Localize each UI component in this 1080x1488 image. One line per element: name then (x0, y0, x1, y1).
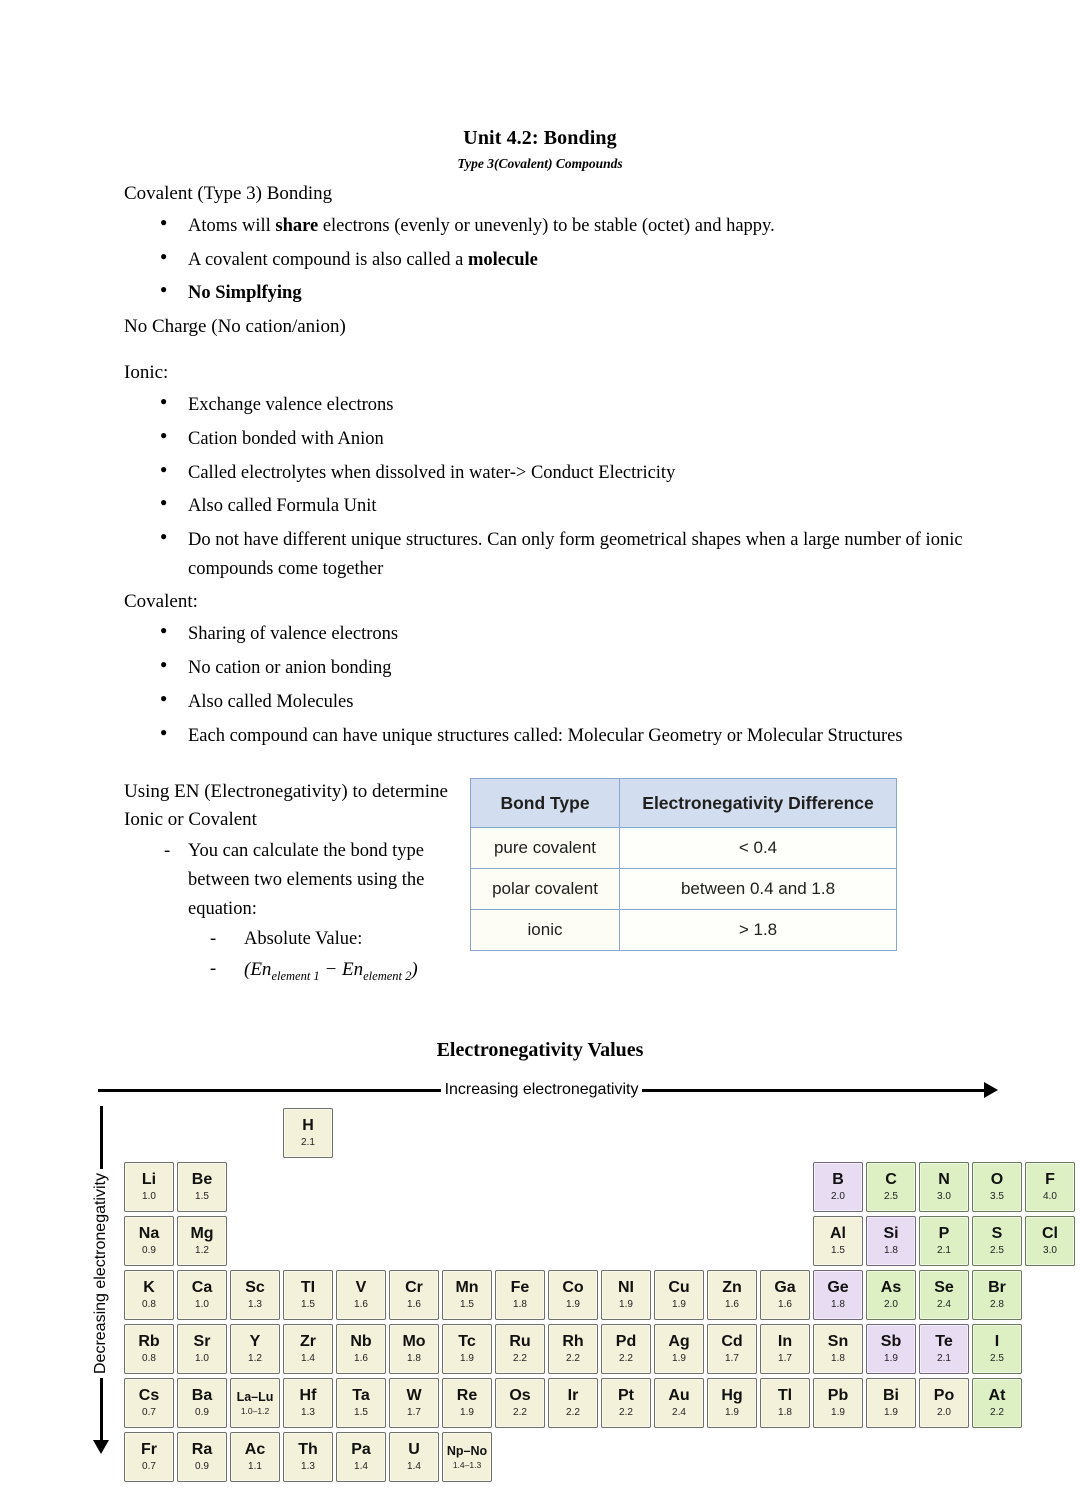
element-symbol: Os (509, 1387, 531, 1405)
bullet-text-post: electrons (evenly or unevenly) to be stable (octet) and happy. (318, 216, 775, 237)
element-symbol: Ba (191, 1387, 213, 1405)
element-electronegativity-value: 2.0 (831, 1191, 845, 1203)
element-electronegativity-value: 2.5 (990, 1245, 1004, 1257)
element-symbol: Ra (191, 1441, 213, 1459)
element-cell-hf (283, 1378, 333, 1428)
list-item: ● Cation bonded with Anion (124, 425, 1040, 454)
element-electronegativity-value: 1.7 (778, 1353, 792, 1365)
element-cell-in (760, 1324, 810, 1374)
element-cell-p (919, 1216, 969, 1266)
element-cell-li (124, 1162, 174, 1212)
bond-table-container (470, 778, 897, 951)
element-cell-sb (866, 1324, 916, 1374)
element-symbol: N (938, 1171, 950, 1189)
element-electronegativity-value: 2.1 (937, 1245, 951, 1257)
element-cell-ir (548, 1378, 598, 1428)
element-cell-fe (495, 1270, 545, 1320)
element-electronegativity-value: 2.2 (513, 1353, 527, 1365)
formula-term-2: En (342, 958, 364, 980)
element-cell-re (442, 1378, 492, 1428)
element-electronegativity-value: 1.9 (619, 1299, 633, 1311)
element-cell-as (866, 1270, 916, 1320)
element-symbol: K (143, 1279, 155, 1297)
cell-bond-type: polar covalent (471, 869, 620, 910)
element-cell-ta (336, 1378, 386, 1428)
element-symbol: Bi (883, 1387, 899, 1405)
element-symbol: Au (668, 1387, 690, 1405)
en-method-item-text: You can calculate the bond type between two elements using the equation: (188, 841, 425, 919)
element-cell-al (813, 1216, 863, 1266)
element-electronegativity-value: 2.2 (566, 1407, 580, 1419)
element-cell-ra (177, 1432, 227, 1482)
element-cell-pt (601, 1378, 651, 1428)
element-symbol: Na (138, 1225, 160, 1243)
element-electronegativity-value: 1.8 (831, 1299, 845, 1311)
list-item: ● No cation or anion bonding (124, 654, 1040, 683)
element-symbol: Hf (299, 1387, 317, 1405)
element-cell-bi (866, 1378, 916, 1428)
ionic-heading: Ionic: (124, 362, 169, 384)
element-electronegativity-value: 1.0 (142, 1191, 156, 1203)
element-symbol: Li (141, 1171, 157, 1189)
en-method-text (0, 778, 470, 985)
element-electronegativity-value: 2.2 (619, 1407, 633, 1419)
page-subtitle: Type 3(Covalent) Compounds (457, 156, 623, 171)
element-cell-rb (124, 1324, 174, 1374)
element-electronegativity-value: 3.0 (937, 1191, 951, 1203)
element-symbol: Be (191, 1171, 213, 1189)
list-item: ● Do not have different unique structures. Can only form geometrical shapes when a large number of ionic compounds come together (124, 526, 1040, 583)
element-symbol: Sr (193, 1333, 211, 1351)
element-symbol: Po (933, 1387, 955, 1405)
element-electronegativity-value: 1.0 (195, 1353, 209, 1365)
element-cell-sr (177, 1324, 227, 1374)
decreasing-electronegativity-arrow (88, 1106, 114, 1454)
element-symbol: Cd (721, 1333, 743, 1351)
element-symbol: Sn (827, 1333, 849, 1351)
element-cell-h (283, 1108, 333, 1158)
element-cell-np-no (442, 1432, 492, 1482)
element-electronegativity-value: 1.4 (354, 1461, 368, 1473)
table-row (471, 910, 897, 951)
element-cell-o (972, 1162, 1022, 1212)
element-cell-pb (813, 1378, 863, 1428)
element-symbol: Th (298, 1441, 318, 1459)
list-item: ● Called electrolytes when dissolved in water-> Conduct Electricity (124, 459, 1040, 488)
element-symbol: Zn (722, 1279, 742, 1297)
bullet-text-bold: share (275, 216, 319, 237)
en-difference-formula (244, 958, 418, 983)
formula-subscript-2: element 2 (363, 968, 412, 983)
element-symbol: Tl (777, 1387, 793, 1405)
element-electronegativity-value: 2.0 (937, 1407, 951, 1419)
element-cell-ru (495, 1324, 545, 1374)
list-item: - Absolute Value: (188, 925, 470, 955)
element-cell-na (124, 1216, 174, 1266)
element-electronegativity-value: 1.2 (248, 1353, 262, 1365)
element-cell-i (972, 1324, 1022, 1374)
element-cell-ga (760, 1270, 810, 1320)
formula-close-paren: ) (411, 958, 418, 980)
element-cell-s (972, 1216, 1022, 1266)
element-electronegativity-value: 2.4 (937, 1299, 951, 1311)
element-electronegativity-value: 1.5 (831, 1245, 845, 1257)
element-cell-si (866, 1216, 916, 1266)
element-electronegativity-value: 0.9 (142, 1245, 156, 1257)
element-symbol: Ge (827, 1279, 849, 1297)
element-electronegativity-value: 1.3 (301, 1461, 315, 1473)
element-symbol: Rb (138, 1333, 160, 1351)
no-charge-note: No Charge (No cation/anion) (124, 316, 346, 338)
element-electronegativity-value: 0.7 (142, 1461, 156, 1473)
element-electronegativity-value: 1.9 (884, 1353, 898, 1365)
element-symbol: O (990, 1171, 1004, 1189)
element-cell-v (336, 1270, 386, 1320)
element-symbol: Pa (351, 1441, 371, 1459)
element-cell-tc (442, 1324, 492, 1374)
element-symbol: Hg (721, 1387, 743, 1405)
element-symbol: Rh (562, 1333, 584, 1351)
element-cell-k (124, 1270, 174, 1320)
en-method-list (124, 837, 470, 985)
element-cell-ca (177, 1270, 227, 1320)
element-symbol: Tc (458, 1333, 476, 1351)
chart-title: Electronegativity Values (436, 1039, 644, 1062)
list-item (124, 837, 470, 985)
element-electronegativity-value: 1.6 (778, 1299, 792, 1311)
formula-subscript-1: element 1 (271, 968, 320, 983)
element-symbol: NI (618, 1279, 634, 1297)
element-symbol: I (994, 1333, 1000, 1351)
element-symbol: Te (935, 1333, 953, 1351)
arrow-line-left (98, 1089, 441, 1092)
element-symbol: Br (988, 1279, 1006, 1297)
element-cell-tl (760, 1378, 810, 1428)
table-header-row (471, 779, 897, 828)
formula-operator: − (319, 958, 343, 980)
table-row (471, 828, 897, 869)
column-header-bond-type: Bond Type (471, 779, 620, 828)
element-electronegativity-value: 0.8 (142, 1299, 156, 1311)
element-symbol: Mo (402, 1333, 426, 1351)
increasing-electronegativity-arrow (98, 1080, 998, 1100)
element-symbol: H (302, 1117, 314, 1135)
element-cell-hg (707, 1378, 757, 1428)
element-cell-pd (601, 1324, 651, 1374)
element-symbol: Ir (567, 1387, 579, 1405)
list-item (188, 955, 470, 986)
element-cell-te (919, 1324, 969, 1374)
element-electronegativity-value: 1.7 (407, 1407, 421, 1419)
element-symbol: La–Lu (236, 1389, 274, 1404)
element-cell-la-lu (230, 1378, 280, 1428)
element-symbol: Pd (615, 1333, 637, 1351)
en-method-heading: Using EN (Electronegativity) to determine Ionic or Covalent (124, 781, 448, 830)
element-symbol: Cu (668, 1279, 690, 1297)
element-electronegativity-value: 2.1 (301, 1137, 315, 1149)
element-symbol: Y (249, 1333, 261, 1351)
element-electronegativity-value: 1.8 (884, 1245, 898, 1257)
list-item (124, 279, 1040, 308)
element-electronegativity-value: 3.5 (990, 1191, 1004, 1203)
element-electronegativity-value: 2.5 (884, 1191, 898, 1203)
element-cell-cd (707, 1324, 757, 1374)
element-cell-y (230, 1324, 280, 1374)
element-symbol: Zr (300, 1333, 316, 1351)
list-item: ● Exchange valence electrons (124, 391, 1040, 420)
element-cell-co (548, 1270, 598, 1320)
element-electronegativity-value: 2.4 (672, 1407, 686, 1419)
element-symbol: Fe (510, 1279, 530, 1297)
formula-open-paren: ( (244, 958, 251, 980)
element-cell-be (177, 1162, 227, 1212)
element-cell-cr (389, 1270, 439, 1320)
element-symbol: In (777, 1333, 793, 1351)
element-electronegativity-value: 1.3 (301, 1407, 315, 1419)
element-cell-b (813, 1162, 863, 1212)
element-symbol: Co (562, 1279, 584, 1297)
element-cell-zr (283, 1324, 333, 1374)
element-symbol: Cs (138, 1387, 160, 1405)
element-electronegativity-value: 1.6 (725, 1299, 739, 1311)
element-electronegativity-value: 1.6 (407, 1299, 421, 1311)
element-cell-cl (1025, 1216, 1075, 1266)
element-electronegativity-value: 2.8 (990, 1299, 1004, 1311)
element-cell-sn (813, 1324, 863, 1374)
covalent-intro-list (124, 212, 1040, 308)
column-header-en-difference: Electronegativity Difference (620, 779, 897, 828)
list-item: ● Also called Formula Unit (124, 492, 1040, 521)
element-electronegativity-value: 1.9 (672, 1299, 686, 1311)
element-cell-sc (230, 1270, 280, 1320)
list-item (124, 212, 1040, 241)
element-cell-ac (230, 1432, 280, 1482)
element-cell-ni (601, 1270, 651, 1320)
bullet-text-pre: Atoms will (188, 216, 276, 237)
element-symbol: As (880, 1279, 902, 1297)
list-item: ● Also called Molecules (124, 688, 1040, 717)
element-electronegativity-value: 1.9 (460, 1353, 474, 1365)
element-electronegativity-value: 4.0 (1043, 1191, 1057, 1203)
element-cell-w (389, 1378, 439, 1428)
element-cell-au (654, 1378, 704, 1428)
element-electronegativity-value: 1.2 (195, 1245, 209, 1257)
element-cell-mo (389, 1324, 439, 1374)
arrow-head-down-icon (93, 1440, 109, 1454)
element-electronegativity-value: 1.6 (354, 1353, 368, 1365)
element-symbol: Np–No (446, 1443, 488, 1458)
element-electronegativity-value: 1.0–1.2 (240, 1406, 270, 1417)
bond-type-table (470, 778, 897, 951)
element-electronegativity-value: 1.9 (725, 1407, 739, 1419)
element-electronegativity-value: 1.4 (301, 1353, 315, 1365)
element-electronegativity-value: 2.5 (990, 1353, 1004, 1365)
bullet-text-bold: No Simplfying (188, 283, 302, 304)
element-symbol: Ta (352, 1387, 370, 1405)
element-cell-u (389, 1432, 439, 1482)
element-cell-th (283, 1432, 333, 1482)
cell-bond-type: ionic (471, 910, 620, 951)
element-electronegativity-value: 2.2 (513, 1407, 527, 1419)
element-cell-mg (177, 1216, 227, 1266)
covalent-intro-heading: Covalent (Type 3) Bonding (124, 183, 333, 204)
element-electronegativity-value: 1.0 (195, 1299, 209, 1311)
element-electronegativity-value: 1.8 (778, 1407, 792, 1419)
element-electronegativity-value: 1.4–1.3 (452, 1460, 482, 1471)
element-symbol: Ca (191, 1279, 213, 1297)
element-symbol: V (355, 1279, 367, 1297)
element-symbol: P (938, 1225, 950, 1243)
element-cell-zn (707, 1270, 757, 1320)
element-electronegativity-value: 1.9 (566, 1299, 580, 1311)
element-symbol: B (832, 1171, 844, 1189)
formula-term-1: En (250, 958, 272, 980)
element-cell-se (919, 1270, 969, 1320)
element-symbol: F (1045, 1171, 1055, 1189)
electronegativity-chart (0, 1068, 1080, 1488)
element-electronegativity-value: 1.9 (884, 1407, 898, 1419)
element-symbol: Mn (455, 1279, 479, 1297)
ionic-list (124, 391, 1040, 583)
element-cell-ba (177, 1378, 227, 1428)
element-electronegativity-value: 2.1 (937, 1353, 951, 1365)
element-symbol: Ag (668, 1333, 690, 1351)
element-cell-pa (336, 1432, 386, 1482)
element-electronegativity-value: 1.8 (513, 1299, 527, 1311)
en-method-sublist (188, 925, 470, 985)
arrow-line-top (100, 1106, 103, 1169)
covalent-list (124, 620, 1040, 750)
element-symbol: Pt (618, 1387, 634, 1405)
element-symbol: Cl (1042, 1225, 1058, 1243)
cell-en-difference: > 1.8 (620, 910, 897, 951)
element-symbol: Fr (141, 1441, 157, 1459)
cell-en-difference: < 0.4 (620, 828, 897, 869)
en-method-row (0, 778, 1080, 985)
element-cell-mn (442, 1270, 492, 1320)
element-electronegativity-value: 1.8 (407, 1353, 421, 1365)
element-cell-ag (654, 1324, 704, 1374)
element-symbol: W (406, 1387, 422, 1405)
element-symbol: Se (934, 1279, 954, 1297)
element-symbol: Si (883, 1225, 899, 1243)
list-item: ● Sharing of valence electrons (124, 620, 1040, 649)
element-symbol: Ga (774, 1279, 796, 1297)
element-symbol: Sb (880, 1333, 902, 1351)
element-electronegativity-value: 0.7 (142, 1407, 156, 1419)
element-electronegativity-value: 3.0 (1043, 1245, 1057, 1257)
cell-bond-type: pure covalent (471, 828, 620, 869)
element-symbol: S (991, 1225, 1003, 1243)
element-electronegativity-value: 1.4 (407, 1461, 421, 1473)
element-electronegativity-value: 0.8 (142, 1353, 156, 1365)
document-body (0, 180, 1080, 750)
element-electronegativity-value: 1.5 (460, 1299, 474, 1311)
element-cell-os (495, 1378, 545, 1428)
element-electronegativity-value: 2.2 (990, 1407, 1004, 1419)
element-symbol: Ac (244, 1441, 266, 1459)
element-cell-ti (283, 1270, 333, 1320)
element-cell-at (972, 1378, 1022, 1428)
element-electronegativity-value: 1.6 (354, 1299, 368, 1311)
list-item (124, 246, 1040, 275)
arrow-line-right (642, 1089, 985, 1092)
element-symbol: Pb (827, 1387, 849, 1405)
element-electronegativity-value: 2.2 (566, 1353, 580, 1365)
element-cell-br (972, 1270, 1022, 1320)
cell-en-difference: between 0.4 and 1.8 (620, 869, 897, 910)
element-electronegativity-value: 1.7 (725, 1353, 739, 1365)
covalent-heading: Covalent: (124, 591, 198, 613)
element-electronegativity-value: 1.1 (248, 1461, 262, 1473)
element-electronegativity-value: 1.9 (672, 1353, 686, 1365)
table-row (471, 869, 897, 910)
element-electronegativity-value: 1.8 (831, 1353, 845, 1365)
page-title: Unit 4.2: Bonding (463, 127, 617, 149)
element-cell-n (919, 1162, 969, 1212)
arrow-head-right-icon (984, 1082, 998, 1098)
list-item: ● Each compound can have unique structures called: Molecular Geometry or Molecular Structures (124, 722, 1040, 751)
element-cell-f (1025, 1162, 1075, 1212)
element-electronegativity-value: 1.3 (248, 1299, 262, 1311)
element-electronegativity-value: 1.5 (301, 1299, 315, 1311)
element-cell-cu (654, 1270, 704, 1320)
vertical-axis-label: Decreasing electronegativity (92, 1173, 109, 1375)
element-symbol: Mg (190, 1225, 214, 1243)
element-cell-nb (336, 1324, 386, 1374)
element-symbol: Cr (405, 1279, 423, 1297)
element-electronegativity-value: 1.5 (195, 1191, 209, 1203)
element-cell-ge (813, 1270, 863, 1320)
element-electronegativity-value: 2.2 (619, 1353, 633, 1365)
horizontal-axis-label: Increasing electronegativity (444, 1081, 639, 1099)
element-electronegativity-value: 0.9 (195, 1407, 209, 1419)
element-cell-fr (124, 1432, 174, 1482)
element-cell-cs (124, 1378, 174, 1428)
element-electronegativity-value: 2.0 (884, 1299, 898, 1311)
element-cell-rh (548, 1324, 598, 1374)
element-symbol: At (988, 1387, 1006, 1405)
bullet-text-bold: molecule (468, 249, 538, 270)
element-cell-po (919, 1378, 969, 1428)
element-electronegativity-value: 1.9 (460, 1407, 474, 1419)
element-symbol: U (408, 1441, 420, 1459)
element-symbol: Nb (350, 1333, 372, 1351)
element-electronegativity-value: 1.5 (354, 1407, 368, 1419)
bullet-text-pre: A covalent compound is also called a (188, 249, 468, 270)
element-electronegativity-value: 1.9 (831, 1407, 845, 1419)
element-symbol: Al (830, 1225, 846, 1243)
arrow-line-bottom (100, 1378, 103, 1441)
periodic-table-grid (124, 1108, 1075, 1482)
element-symbol: C (885, 1171, 897, 1189)
element-cell-c (866, 1162, 916, 1212)
element-symbol: Ru (509, 1333, 531, 1351)
element-symbol: Re (456, 1387, 478, 1405)
element-electronegativity-value: 0.9 (195, 1461, 209, 1473)
element-symbol: TI (300, 1279, 316, 1297)
element-symbol: Sc (245, 1279, 265, 1297)
